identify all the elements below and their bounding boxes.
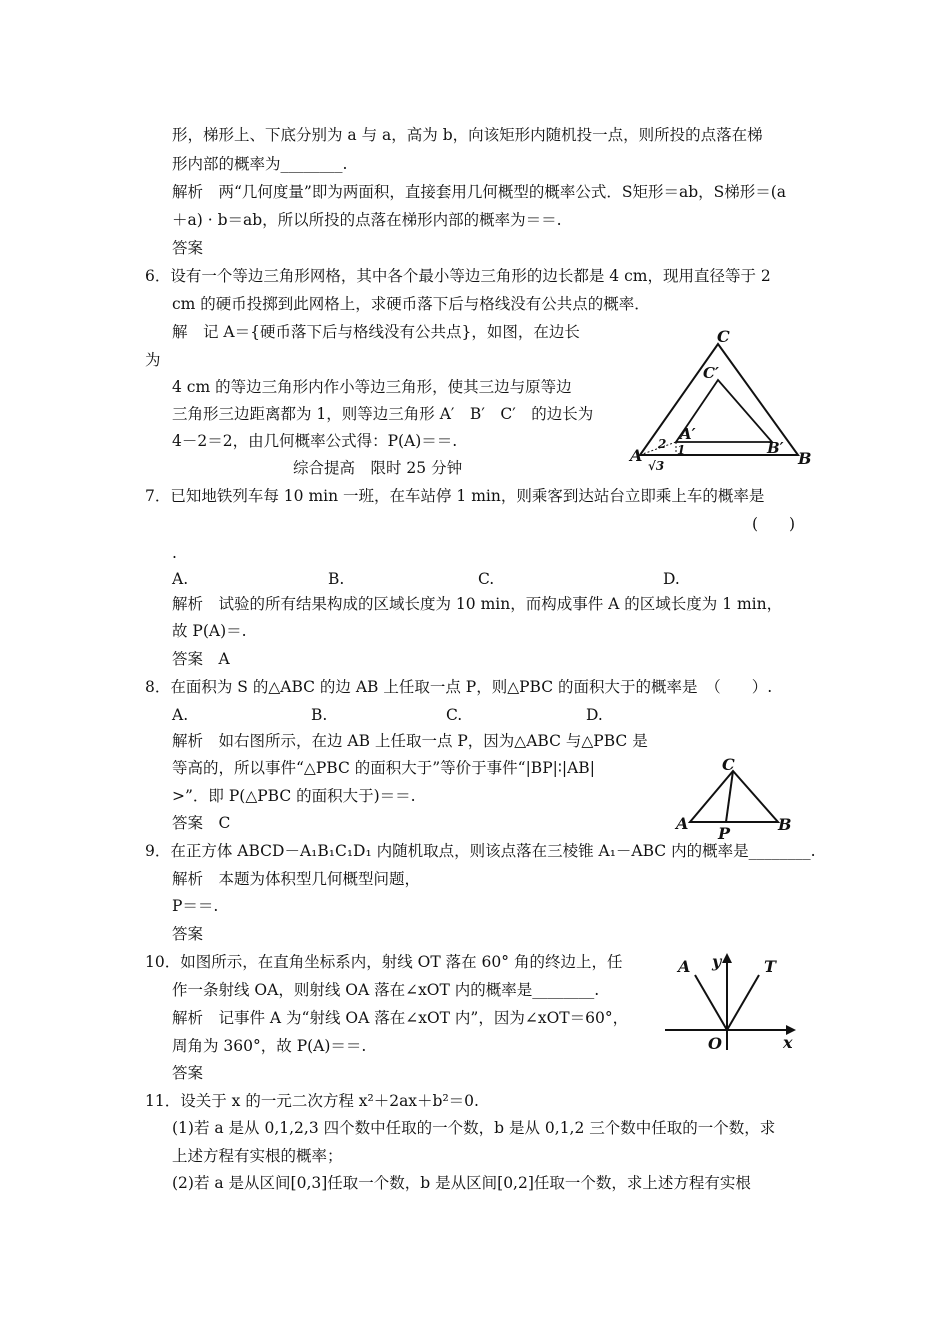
text-line: 为 [145, 351, 161, 369]
option-c: C. [446, 706, 463, 724]
question-8: 8．在面积为 S 的△ABC 的边 AB 上任取一点 P，则△PBC 的面积大于的概率是 （ ）. [145, 678, 773, 696]
triangle-grid-figure [620, 325, 820, 480]
question-7: 7．已知地铁列车每 10 min 一班，在车站停 1 min，则乘客到达站台立即乘上车的概率是 [145, 487, 765, 505]
answer-label: 答案 C [172, 814, 231, 832]
label-A-prime: A′ [680, 425, 696, 443]
text-line: 解析 本题为体积型几何概型问题， [172, 870, 421, 888]
option-d: D. [663, 570, 680, 588]
question-10: 10．如图所示，在直角坐标系内，射线 OT 落在 60° 角的终边上，任 [145, 953, 623, 971]
label-C-prime: C′ [703, 364, 719, 382]
text-line: 解析 如右图所示，在边 AB 上任取一点 P，因为△ABC 与△PBC 是 [172, 732, 648, 750]
text-line: cm 的硬币投掷到此网格上，求硬币落下后与格线没有公共点的概率． [172, 295, 650, 313]
text-line: 解析 两“几何度量”即为两面积，直接套用几何概型的概率公式．S矩形＝ab，S梯形＝(a [172, 183, 787, 201]
answer-label: 答案 A [172, 650, 230, 668]
text-line: 解析 试验的所有结果构成的区域长度为 10 min，而构成事件 A 的区域长度为 1 min， [172, 595, 783, 613]
mark-1: 1 [677, 443, 686, 457]
option-a: A. [172, 570, 189, 588]
text-line: 周角为 360°，故 P(A)＝＝. [172, 1037, 367, 1055]
question-6: 6．设有一个等边三角形网格，其中各个最小等边三角形的边长都是 4 cm，现用直径等于 2 [145, 267, 771, 285]
option-b: B. [311, 706, 328, 724]
option-b: B. [328, 570, 345, 588]
coordinate-rays-figure [660, 945, 805, 1055]
text-line: 4－2＝2，由几何概率公式得：P(A)＝＝. [172, 432, 458, 450]
question-9: 9．在正方体 ABCD－A₁B₁C₁D₁ 内随机取点，则该点落在三棱锥 A₁－ABC 内的概率是________. [145, 842, 816, 860]
mark-sqrt3: √3 [648, 459, 665, 473]
text-line: 4 cm 的等边三角形内作小等边三角形，使其三边与原等边 [172, 378, 572, 396]
text-line: (2)若 a 是从区间[0,3]任取一个数，b 是从区间[0,2]任取一个数，求上述方程有实根 [172, 1174, 751, 1192]
label-B-prime: B′ [767, 439, 784, 457]
text-line: 上述方程有实根的概率； [172, 1147, 343, 1165]
mark-2: 2 [658, 437, 667, 451]
text-line: 解析 记事件 A 为“射线 OA 落在∠xOT 内”，因为∠xOT＝60°， [172, 1009, 629, 1027]
label-A: A [678, 957, 691, 976]
text-line: ＋a) · b＝ab，所以所投的点落在梯形内部的概率为＝＝. [172, 211, 562, 229]
label-y: y [712, 952, 722, 971]
label-O: O [708, 1034, 722, 1053]
text-line: 作一条射线 OA，则射线 OA 落在∠xOT 内的概率是________. [172, 981, 600, 999]
question-11: 11．设关于 x 的一元二次方程 x²＋2ax＋b²＝0. [145, 1092, 479, 1110]
section-heading: 综合提高 限时 25 分钟 [293, 459, 463, 477]
text-line: 解 记 A＝{硬币落下后与格线没有公共点}，如图，在边长 [172, 323, 580, 341]
label-A: A [630, 446, 643, 465]
label-B: B [778, 815, 792, 834]
option-a: A. [172, 706, 189, 724]
option-d: D. [586, 706, 603, 724]
answer-label: 答案 [172, 239, 204, 257]
label-C: C [717, 327, 730, 346]
text-line: 故 P(A)＝. [172, 622, 247, 640]
text-line: P＝＝. [172, 897, 219, 915]
text-line: 三角形三边距离都为 1，则等边三角形 A′ B′ C′ 的边长为 [172, 405, 594, 423]
text-line: 形，梯形上、下底分别为 a 与 a，高为 b，向该矩形内随机投一点，则所投的点落在梯 [172, 126, 763, 144]
text-line: 等高的，所以事件“△PBC 的面积大于”等价于事件“|BP|∶|AB| [172, 759, 595, 777]
label-B: B [798, 449, 812, 468]
label-P: P [718, 824, 731, 842]
text-line: 形内部的概率为________. [172, 155, 348, 173]
option-c: C. [478, 570, 495, 588]
text-line: . [172, 544, 177, 562]
label-A: A [676, 814, 689, 833]
label-C: C [722, 755, 735, 774]
text-line: (1)若 a 是从 0,1,2,3 四个数中任取的一个数，b 是从 0,1,2 三个数中任取的一个数，求 [172, 1119, 776, 1137]
label-x: x [783, 1033, 793, 1052]
label-T: T [764, 957, 776, 976]
answer-label: 答案 [172, 925, 204, 943]
text-line: >”．即 P(△PBC 的面积大于)＝＝. [172, 787, 416, 805]
answer-label: 答案 [172, 1064, 204, 1082]
triangle-abc-figure [670, 752, 800, 842]
answer-bracket: ( ) [752, 515, 796, 533]
